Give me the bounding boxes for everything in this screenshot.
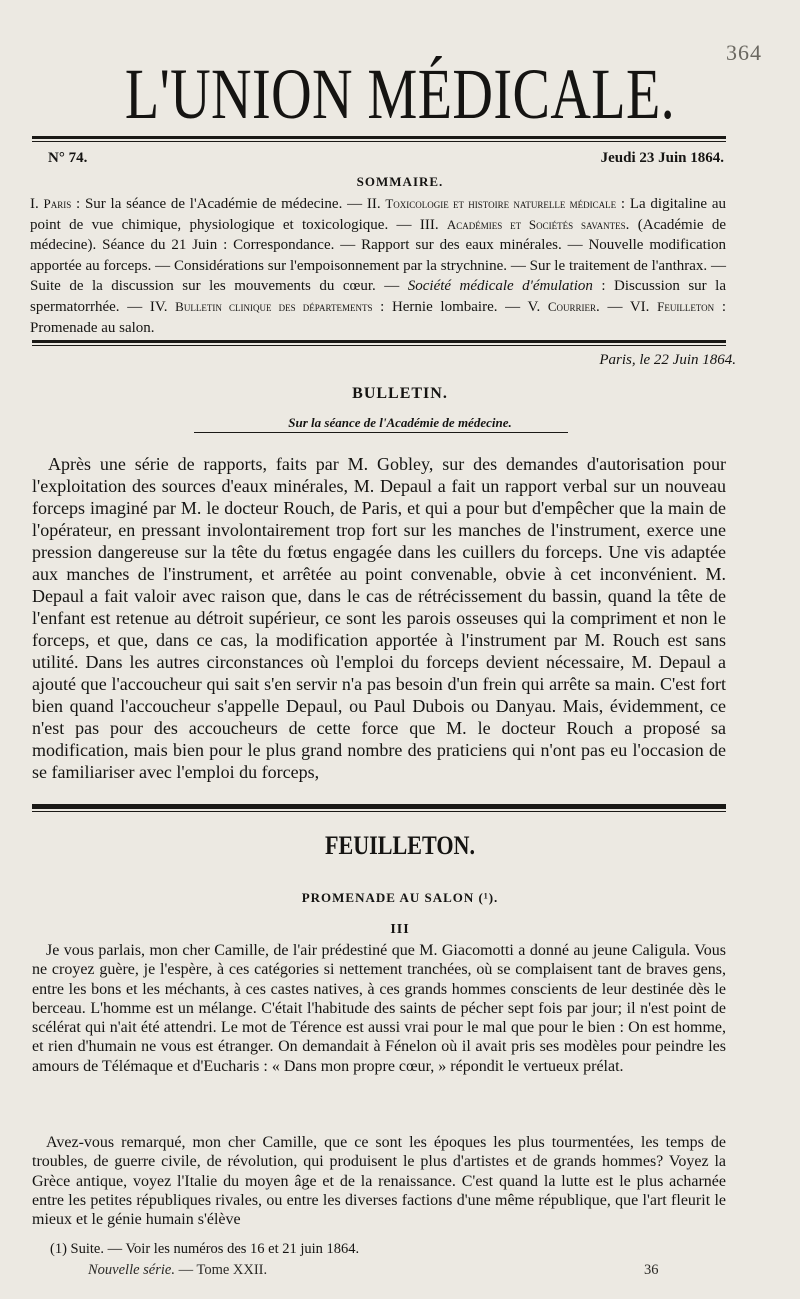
sommaire-section-label: Feuilleton (657, 298, 715, 314)
feuilleton-body (32, 941, 726, 1076)
masthead-rule (32, 136, 726, 139)
sommaire-text: : Sur la séance de l'Académie de médecine. — II. (71, 196, 386, 212)
issue-number: N° 74. (48, 150, 88, 166)
sommaire-text: : Promenade au salon. (30, 298, 726, 336)
sommaire-rule (32, 340, 726, 343)
bulletin-dateline: Paris, le 22 Juin 1864. (599, 352, 736, 368)
sommaire-section-label: Société médicale d'émulation (407, 278, 593, 295)
feuilleton-paragraph-1: Je vous parlais, mon cher Camille, de l'air prédestiné que M. Giacomotti a donné au jeune Caligula. Vous ne croyez guère, je l'espère, à ces catégories si nettement tranchées, où se complaisent tant de braves gens, entre les bons et les méchants, à ces castes natives, à ces grands hommes conscients de leur destinée dès le berceau. L'homme est un mélange. C'était l'habitude des saints de pécher sept fois par jour; il n'est point de scélérat qui n'ait été attendri. Le mot de Térence est aussi vrai pour le mal que pour le bien : On est homme, et rien d'humain ne vous est étranger. On demandait à Fénelon où il avait pris ses modèles pour peindre les amours de Télémaque et d'Eucharis : « Dans mon propre cœur, » répondit le vertueux prélat. (32, 942, 726, 1075)
sommaire-section-label: Académies et Sociétés savantes (446, 216, 626, 232)
masthead-title: L'UNION MÉDICALE. (124, 54, 676, 134)
feuilleton-paragraph-2: Avez-vous remarqué, mon cher Camille, que ce sont les époques les plus tourmentées, les temps de troubles, de guerre civile, de révolution, qui produisent le plus d'artistes et de grands hommes? Voyez la Grèce antique, voyez l'Italie du moyen âge et de la renaissance. C'est quand la lutte est le plus acharnée entre les petites républiques rivales, ou entre les diverses factions d'une même république, que l'art fleurit le mieux et le génie humain s'élève (32, 1134, 726, 1229)
bulletin-body (32, 453, 726, 783)
sommaire-text: : La digitaline au point de vue chimique, physiologique et toxicologique. — III. (30, 196, 726, 233)
feuilleton-heading: FEUILLETON. (324, 831, 476, 860)
sommaire-text: : Discussion sur la spermatorrhée. — IV. (30, 278, 726, 315)
sommaire-text: I. (30, 196, 44, 212)
feuilleton-body-2 (32, 1133, 726, 1229)
sommaire-rule-thin (32, 345, 726, 346)
series-info (88, 1262, 267, 1279)
subtitle-underline (194, 432, 568, 433)
sommaire-text: . — VI. (596, 298, 658, 315)
sommaire-section-label: Paris (43, 196, 72, 211)
sommaire-heading: SOMMAIRE. (356, 174, 444, 189)
sommaire-section-label: Courrier (547, 298, 597, 314)
sommaire-text: . (Académie de médecine). Séance du 21 Juin : Correspondance. — Rapport sur des eaux minérales. — Nouvelle modification apportée au forceps. — Considérations sur l'empoisonnement par la strychnine. — Sur le traitement de l'anthrax. — Suite de la discussion sur les mouvements du cœur. — (30, 216, 727, 295)
sommaire-section-label: Bulletin clinique des départements (175, 298, 373, 314)
masthead-rule-thin (32, 141, 726, 142)
bulletin-paragraph: Après une série de rapports, faits par M. Gobley, sur des demandes d'autorisation pour l'exploitation des sources d'eaux minérales, M. Depaul a fait un rapport verbal sur un nouveau forceps imaginé par M. le docteur Rouch, de Paris, et qui a pour but d'empêcher que la main de l'opérateur, en pressant involontairement trop fort sur les manches de l'instrument, exerce une pression dangereuse sur la tête du fœtus engagée dans les cuillers du forceps. Une vis adaptée aux manches de l'instrument, et arrêtée au point convenable, obvie à cet inconvénient. M. Depaul a fait valoir avec raison que, dans le cas de rétrécissement du bassin, quand la tête de l'enfant est retenue au détroit supérieur, ce sont les parois osseuses qui la compriment et non le forceps, et que, dans ce cas, la modification apportée à l'instrument par M. Rouch est sans utilité. Dans les autres circonstances où l'emploi du forceps devient nécessaire, M. Depaul a ajouté que l'accoucheur qui sait s'en servir n'a pas besoin d'un frein qui arrête sa main. C'est fort bien quand l'accoucheur s'appelle Depaul, ou Paul Dubois ou Danyau. Mais, évidemment, ce n'est pas pour des accoucheurs de cette force que M. le docteur Rouch a proposé sa modification, mais bien pour le plus grand nombre des praticiens qui n'ont pas eu l'occasion de se familiariser avec l'emploi du forceps, (32, 454, 726, 782)
footnote: (1) Suite. — Voir les numéros des 16 et 21 juin 1864. (50, 1241, 360, 1257)
sommaire-text: : Hernie lombaire. — V. (372, 298, 548, 315)
bulletin-subtitle: Sur la séance de l'Académie de médecine. (288, 415, 512, 430)
feuilleton-rule-thin (32, 811, 726, 812)
page-number: 364 (726, 40, 762, 65)
sommaire-section-label: Toxicologie et histoire naturelle médicale (385, 196, 617, 211)
feuilleton-subtitle: PROMENADE AU SALON (¹). (301, 890, 499, 905)
bulletin-heading: BULLETIN. (352, 385, 448, 402)
printer-signature: 36 (644, 1262, 659, 1278)
issue-date: Jeudi 23 Juin 1864. (600, 150, 724, 166)
tome-label: — Tome XXII. (174, 1262, 268, 1278)
feuilleton-rule (32, 804, 726, 809)
feuilleton-section-number: III (390, 922, 410, 937)
sommaire-contents (30, 194, 726, 338)
series-label: Nouvelle série. (88, 1262, 175, 1278)
